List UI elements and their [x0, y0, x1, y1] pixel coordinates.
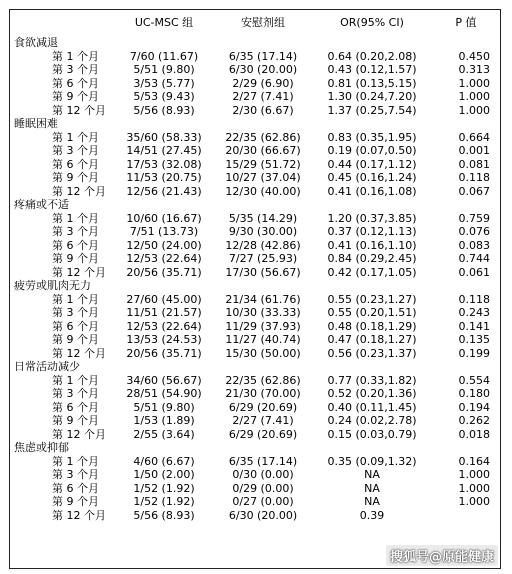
placebo-cell: 6/30 (20.00)	[228, 63, 298, 76]
uc-msc-cell: 5/56 (8.93)	[133, 508, 195, 522]
placebo-cell: 22/35 (62.86)	[225, 130, 301, 144]
p-value-cell: 1.000	[458, 481, 490, 495]
table-row	[14, 333, 500, 347]
table-row	[14, 293, 500, 307]
category-label: 疲劳或肌肉无力	[14, 279, 91, 292]
uc-msc-cell: 1/52 (1.92)	[133, 495, 195, 508]
table-row	[14, 90, 500, 104]
time-point-cell: 第 1 个月	[52, 373, 99, 387]
placebo-cell: 0/29 (0.00)	[232, 481, 294, 495]
p-value-cell: 1.000	[458, 90, 490, 103]
or-ci-cell: 0.42 (0.17,1.05)	[327, 265, 417, 279]
placebo-cell: 10/30 (33.33)	[225, 306, 301, 319]
or-ci-cell: 0.37 (0.12,1.13)	[327, 225, 417, 238]
placebo-cell: 11/29 (37.93)	[225, 319, 301, 333]
placebo-cell: 12/30 (40.00)	[225, 184, 301, 198]
or-ci-cell: 0.15 (0.03,0.79)	[327, 427, 417, 441]
table-row	[14, 428, 500, 442]
table-row	[14, 495, 500, 509]
time-point-cell: 第 3 个月	[52, 306, 99, 319]
uc-msc-cell: 3/53 (5.77)	[133, 76, 195, 90]
time-point-cell: 第 1 个月	[52, 454, 99, 468]
p-value-cell: 0.081	[458, 157, 490, 171]
header-placebo: 安慰剂组	[241, 16, 285, 29]
or-ci-cell: 0.55 (0.20,1.51)	[327, 306, 417, 319]
or-ci-cell: 0.55 (0.23,1.27)	[327, 292, 417, 306]
uc-msc-cell: 4/60 (6.67)	[133, 454, 195, 468]
or-ci-cell: 0.19 (0.07,0.50)	[327, 144, 417, 157]
placebo-cell: 9/30 (30.00)	[228, 225, 298, 238]
results-table	[14, 16, 500, 522]
p-value-cell: 0.243	[458, 306, 490, 319]
time-point-cell: 第 1 个月	[52, 292, 99, 306]
time-point-cell: 第 9 个月	[52, 252, 99, 265]
category-label: 疼痛或不适	[14, 198, 69, 211]
table-row	[14, 171, 500, 185]
table-row	[14, 468, 500, 482]
time-point-cell: 第 3 个月	[52, 225, 99, 238]
uc-msc-cell: 27/60 (45.00)	[126, 292, 202, 306]
table-row	[14, 387, 500, 401]
uc-msc-cell: 1/52 (1.92)	[133, 481, 195, 495]
table-row	[14, 347, 500, 361]
or-ci-cell: 0.40 (0.11,1.45)	[327, 400, 417, 414]
time-point-cell: 第 6 个月	[52, 157, 99, 171]
time-point-cell: 第 12 个月	[52, 103, 106, 117]
uc-msc-cell: 34/60 (56.67)	[126, 373, 202, 387]
uc-msc-cell: 1/50 (2.00)	[133, 468, 195, 481]
time-point-cell: 第 6 个月	[52, 76, 99, 90]
time-point-cell: 第 3 个月	[52, 468, 99, 481]
placebo-cell: 0/30 (0.00)	[232, 468, 294, 481]
time-point-cell: 第 12 个月	[52, 184, 106, 198]
p-value-cell: 0.313	[458, 63, 490, 76]
uc-msc-cell: 10/60 (16.67)	[126, 211, 202, 225]
or-ci-cell: NA	[364, 468, 380, 481]
uc-msc-cell: 11/53 (20.75)	[126, 171, 202, 184]
or-ci-cell: 0.47 (0.18,1.27)	[327, 333, 417, 346]
placebo-cell: 2/27 (7.41)	[232, 90, 294, 103]
table-row	[14, 509, 500, 523]
uc-msc-cell: 1/53 (1.89)	[133, 414, 195, 427]
or-ci-cell: 0.41 (0.16,1.10)	[327, 238, 417, 252]
time-point-cell: 第 9 个月	[52, 495, 99, 508]
or-ci-cell: 0.52 (0.20,1.36)	[327, 387, 417, 400]
p-value-cell: 0.164	[458, 454, 490, 468]
p-value-cell: 0.083	[458, 238, 490, 252]
p-value-cell: 0.118	[458, 292, 490, 306]
p-value-cell: 1.000	[458, 468, 490, 481]
or-ci-cell: 1.20 (0.37,3.85)	[327, 211, 417, 225]
or-ci-cell: 0.44 (0.17,1.12)	[327, 157, 417, 171]
time-point-cell: 第 1 个月	[52, 211, 99, 225]
p-value-cell: 0.262	[458, 414, 490, 427]
p-value-cell: 0.664	[458, 130, 490, 144]
table-row	[14, 239, 500, 253]
uc-msc-cell: 7/60 (11.67)	[129, 49, 199, 63]
time-point-cell: 第 3 个月	[52, 144, 99, 157]
table-row	[14, 414, 500, 428]
p-value-cell: 0.199	[458, 346, 490, 360]
time-point-cell: 第 1 个月	[52, 130, 99, 144]
uc-msc-cell: 5/51 (9.80)	[133, 400, 195, 414]
p-value-cell: 0.744	[458, 252, 490, 265]
p-value-cell: 1.000	[458, 76, 490, 90]
time-point-cell: 第 3 个月	[52, 63, 99, 76]
table-row	[14, 185, 500, 199]
time-point-cell: 第 9 个月	[52, 414, 99, 427]
table-row	[14, 50, 500, 64]
uc-msc-cell: 11/51 (21.57)	[126, 306, 202, 319]
table-row	[14, 131, 500, 145]
p-value-cell: 0.076	[458, 225, 490, 238]
p-value-cell: 0.001	[458, 144, 490, 157]
table-row	[14, 144, 500, 158]
placebo-cell: 10/27 (37.04)	[225, 171, 301, 184]
or-ci-cell: 0.41 (0.16,1.08)	[327, 184, 417, 198]
placebo-cell: 6/29 (20.69)	[228, 427, 298, 441]
p-value-cell: 0.554	[458, 373, 490, 387]
table-row	[14, 252, 500, 266]
category-row	[14, 117, 500, 131]
or-ci-cell: 0.24 (0.02,2.78)	[327, 414, 417, 427]
category-row	[14, 36, 500, 50]
p-value-cell: 0.450	[458, 49, 490, 63]
time-point-cell: 第 9 个月	[52, 333, 99, 346]
watermark: 搜狐号@原能健康	[386, 545, 498, 566]
uc-msc-cell: 5/53 (9.43)	[133, 90, 195, 103]
table-row	[14, 104, 500, 118]
table-header-row	[14, 16, 500, 36]
table-row	[14, 482, 500, 496]
table-row	[14, 455, 500, 469]
or-ci-cell: 0.64 (0.20,2.08)	[327, 49, 417, 63]
p-value-cell: 0.141	[458, 319, 490, 333]
table-row	[14, 212, 500, 226]
placebo-cell: 21/34 (61.76)	[225, 292, 301, 306]
time-point-cell: 第 12 个月	[52, 427, 106, 441]
uc-msc-cell: 12/53 (22.64)	[126, 252, 202, 265]
table-row	[14, 306, 500, 320]
table-row	[14, 401, 500, 415]
header-p-value: P 值	[455, 16, 477, 29]
or-ci-cell: 0.83 (0.35,1.95)	[327, 130, 417, 144]
placebo-cell: 11/27 (40.74)	[225, 333, 301, 346]
or-ci-cell: 0.77 (0.33,1.82)	[327, 373, 417, 387]
or-ci-cell: 0.81 (0.13,5.15)	[327, 76, 417, 90]
p-value-cell: 0.194	[458, 400, 490, 414]
p-value-cell: 1.000	[458, 103, 490, 117]
or-ci-cell: 1.30 (0.24,7.20)	[327, 90, 417, 103]
placebo-cell: 15/29 (51.72)	[225, 157, 301, 171]
p-value-cell: 0.061	[458, 265, 490, 279]
p-value-cell: 0.067	[458, 184, 490, 198]
time-point-cell: 第 12 个月	[52, 508, 106, 522]
uc-msc-cell: 17/53 (32.08)	[126, 157, 202, 171]
or-ci-cell: 0.35 (0.09,1.32)	[327, 454, 417, 468]
category-row	[14, 279, 500, 293]
placebo-cell: 6/30 (20.00)	[228, 508, 298, 522]
header-label	[14, 16, 114, 36]
p-value-cell: 0.135	[458, 333, 490, 346]
uc-msc-cell: 14/51 (27.45)	[126, 144, 202, 157]
placebo-cell: 0/27 (0.00)	[232, 495, 294, 508]
category-row	[14, 198, 500, 212]
uc-msc-cell: 20/56 (35.71)	[126, 346, 202, 360]
placebo-cell: 21/30 (70.00)	[225, 387, 301, 400]
category-label: 日常活动减少	[14, 360, 80, 373]
uc-msc-cell: 35/60 (58.33)	[126, 130, 202, 144]
uc-msc-cell: 13/53 (24.53)	[126, 333, 202, 346]
category-row	[14, 360, 500, 374]
placebo-cell: 6/35 (17.14)	[228, 49, 298, 63]
placebo-cell: 20/30 (66.67)	[225, 144, 301, 157]
placebo-cell: 6/29 (20.69)	[228, 400, 298, 414]
time-point-cell: 第 6 个月	[52, 400, 99, 414]
time-point-cell: 第 6 个月	[52, 319, 99, 333]
or-ci-cell: 0.48 (0.18,1.29)	[327, 319, 417, 333]
table-body	[14, 36, 500, 522]
category-row	[14, 441, 500, 455]
uc-msc-cell: 5/56 (8.93)	[133, 103, 195, 117]
uc-msc-cell: 28/51 (54.90)	[126, 387, 202, 400]
time-point-cell: 第 12 个月	[52, 346, 106, 360]
p-value-cell: 0.018	[458, 427, 490, 441]
time-point-cell: 第 9 个月	[52, 90, 99, 103]
placebo-cell: 12/28 (42.86)	[225, 238, 301, 252]
table-row	[14, 320, 500, 334]
table-row	[14, 374, 500, 388]
time-point-cell: 第 12 个月	[52, 265, 106, 279]
p-value-cell	[432, 509, 500, 523]
p-value-cell: 0.180	[458, 387, 490, 400]
table-row	[14, 63, 500, 77]
placebo-cell: 22/35 (62.86)	[225, 373, 301, 387]
placebo-cell: 15/30 (50.00)	[225, 346, 301, 360]
or-ci-cell: 0.45 (0.16,1.24)	[327, 171, 417, 184]
or-ci-cell: NA	[364, 495, 380, 508]
or-ci-cell: NA	[364, 481, 380, 495]
placebo-cell: 7/27 (25.93)	[228, 252, 298, 265]
or-ci-cell: 0.39	[359, 508, 385, 522]
uc-msc-cell: 7/51 (13.73)	[129, 225, 199, 238]
time-point-cell: 第 3 个月	[52, 387, 99, 400]
header-uc-msc: UC-MSC 组	[134, 16, 194, 29]
uc-msc-cell: 12/53 (22.64)	[126, 319, 202, 333]
uc-msc-cell: 2/55 (3.64)	[133, 427, 195, 441]
placebo-cell: 5/35 (14.29)	[228, 211, 298, 225]
or-ci-cell: 0.43 (0.12,1.57)	[327, 63, 417, 76]
time-point-cell: 第 1 个月	[52, 49, 99, 63]
placebo-cell: 17/30 (56.67)	[225, 265, 301, 279]
placebo-cell: 2/27 (7.41)	[232, 414, 294, 427]
table-row	[14, 77, 500, 91]
category-label: 焦虑或抑郁	[14, 441, 69, 454]
or-ci-cell: 0.84 (0.29,2.45)	[327, 252, 417, 265]
table-row	[14, 158, 500, 172]
uc-msc-cell: 12/56 (21.43)	[126, 184, 202, 198]
p-value-cell: 1.000	[458, 495, 490, 508]
time-point-cell: 第 9 个月	[52, 171, 99, 184]
or-ci-cell: 0.56 (0.23,1.37)	[327, 346, 417, 360]
uc-msc-cell: 20/56 (35.71)	[126, 265, 202, 279]
or-ci-cell: 1.37 (0.25,7.54)	[327, 103, 417, 117]
uc-msc-cell: 12/50 (24.00)	[126, 238, 202, 252]
category-label: 食欲减退	[14, 36, 58, 49]
placebo-cell: 2/30 (6.67)	[232, 103, 294, 117]
header-or-ci: OR(95% CI)	[340, 16, 404, 29]
uc-msc-cell: 5/51 (9.80)	[133, 63, 195, 76]
category-label: 睡眠困难	[14, 117, 58, 130]
placebo-cell: 2/29 (6.90)	[232, 76, 294, 90]
time-point-cell: 第 6 个月	[52, 238, 99, 252]
p-value-cell: 0.759	[458, 211, 490, 225]
placebo-cell: 6/35 (17.14)	[228, 454, 298, 468]
table-row	[14, 225, 500, 239]
table-row	[14, 266, 500, 280]
p-value-cell: 0.118	[458, 171, 490, 184]
time-point-cell: 第 6 个月	[52, 481, 99, 495]
